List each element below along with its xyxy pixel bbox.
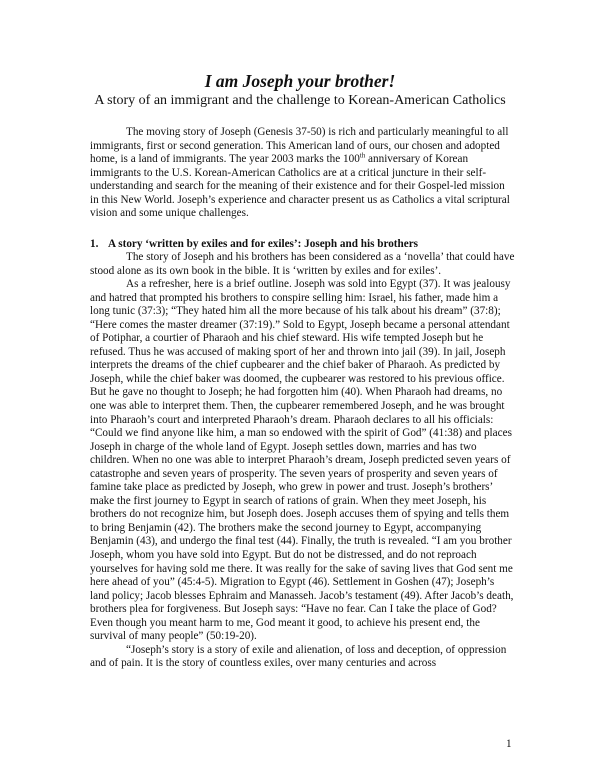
document-title: I am Joseph your brother! — [204, 71, 396, 91]
section-number: 1. — [90, 238, 99, 250]
section-heading-text: A story ‘written by exiles and for exiles’: Joseph and his brothers — [108, 238, 419, 250]
section-heading — [90, 238, 516, 252]
page-number: 1 — [506, 738, 512, 750]
intro-text-part2: anniversary of Korean immigrants to the U.S. Korean-American Catholics are at a critical juncture in their self-understanding and search for the meaning of their existence and for their Gospel-led mission in this New World. Joseph’s experience and character present us as Catholics a vital scriptural vision and some unique challenges. — [90, 153, 510, 220]
intro-text — [90, 126, 516, 221]
section-body — [90, 251, 516, 671]
section-paragraph-outline: As a refresher, here is a brief outline. Joseph was sold into Egypt (37). It was jealousy and hatred that prompted his brothers to conspire selling him: Israel, his father, made him a long tunic (37:3); “They hated him all the more because of his talk about his dream” (37:8); “Here comes the master dreamer (37:19).” Sold to Egypt, Joseph became a personal attendant of Potiphar, a courtier of Pharaoh and his chief steward. His wife tempted Joseph but he refused. Thus he was accused of making sport of her and thrown into jail (39). In jail, Joseph interprets the dreams of the chief cupbearer and the chief baker of Pharaoh. As predicted by Joseph, while the chief baker was doomed, the cupbearer was restored to his previous office. But he gave no thought to Joseph; he had forgotten him (40). When Pharaoh had dreams, no one was able to interpret them. Then, the cupbearer remembered Joseph, and he was brought into Pharaoh’s court and interpreted Pharaoh’s dream. Pharaoh declares to all his officials: “Could we find anyone like him, a man so endowed with the spirit of God” (41:38) and places Joseph in charge of the whole land of Egypt. Joseph settles down, marries and has two children. When no one was able to interpret Pharaoh’s dream, Joseph predicted seven years of catastrophe and seven years of prosperity. The seven years of prosperity and seven years of famine take place as predicted by Joseph, who grew in power and trust. Joseph’s brothers’ make the first journey to Egypt in search of rations of grain. When they meet Joseph, his brothers do not recognize him, but Joseph does. Joseph accuses them of spying and tells them to bring Benjamin (42). The brothers make the second journey to Egypt, accompanying Benjamin (43), and undergo the final test (44). Finally, the truth is revealed. “I am you brother Joseph, whom you have sold into Egypt. But do not be distressed, and do not reproach yourselves for having sold me there. It was really for the sake of saving lives that God sent me here ahead of you” (45:4-5). Migration to Egypt (46). Settlement in Goshen (47); Joseph’s land policy; Jacob blesses Ephraim and Manasseh. Jacob’s testament (49). After Jacob’s death, brothers plea for forgiveness. But Joseph says: “Have no fear. Can I take the place of God? Even though you meant harm to me, God meant it good, to achieve his present end, the survival of many people” (50:19-20). — [90, 278, 514, 643]
ordinal-suffix: th — [359, 151, 366, 160]
section-paragraph-novella: The story of Joseph and his brothers has been considered as a ‘novella’ that could have stood alone as its own book in the bible. It is ‘written by exiles and for exiles’. — [90, 251, 515, 277]
intro-text-part1: The moving story of Joseph (Genesis 37-50) is rich and particularly meaningful to all immigrants, first or second generation. This American land of ours, our chosen and adopted home, is a land of immigrants. The year 2003 marks the 100 — [90, 126, 509, 166]
section-paragraph-exile: “Joseph’s story is a story of exile and alienation, of loss and deception, of oppression and of pain. It is the story of countless exiles, over many centuries and across — [90, 643, 507, 670]
document-subtitle: A story of an immigrant and the challenge to Korean-American Catholics — [94, 93, 506, 108]
intro-paragraph — [90, 126, 516, 221]
